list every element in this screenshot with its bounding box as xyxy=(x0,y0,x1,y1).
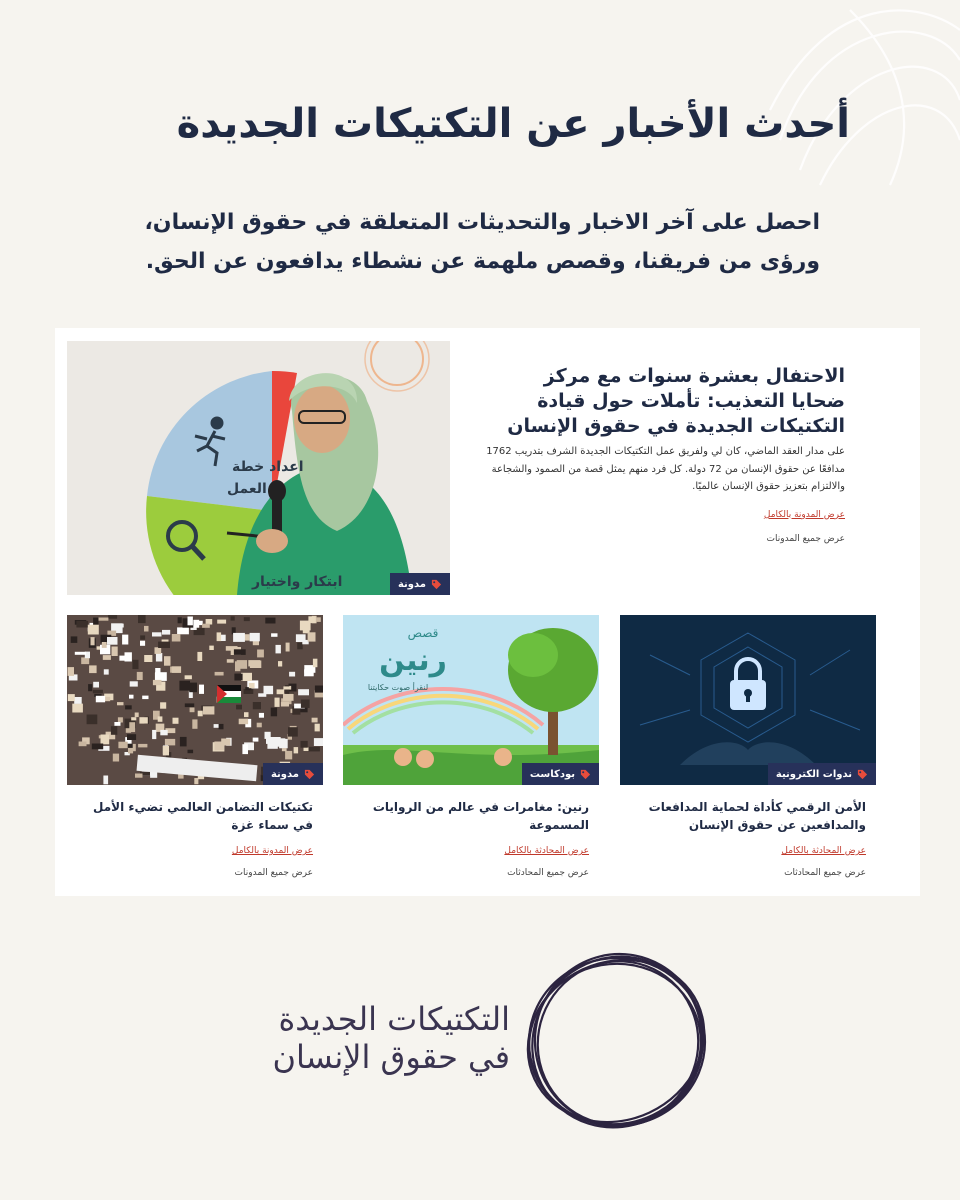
tag-icon xyxy=(857,769,868,780)
crowd-texture-mark xyxy=(144,655,152,662)
card-view-all-link[interactable]: عرض جميع المدونات xyxy=(234,868,313,878)
crowd-texture-mark xyxy=(244,617,250,621)
crowd-texture-mark xyxy=(294,747,299,753)
tag-icon xyxy=(580,769,591,780)
crowd-texture-mark xyxy=(234,649,246,655)
crowd-texture-mark xyxy=(79,742,87,747)
crowd-texture-mark xyxy=(138,615,146,623)
crowd-texture-mark xyxy=(185,675,192,679)
crowd-texture-mark xyxy=(227,659,234,663)
crowd-texture-mark xyxy=(93,690,103,694)
crowd-texture-mark xyxy=(162,630,170,635)
crowd-texture-mark xyxy=(113,754,119,762)
crowd-texture-mark xyxy=(104,669,109,674)
news-card xyxy=(343,615,599,878)
crowd-texture-mark xyxy=(164,656,171,666)
crowd-texture-mark xyxy=(203,706,215,714)
crowd-texture-mark xyxy=(130,681,138,686)
crowd-texture-mark xyxy=(219,724,224,729)
crowd-texture-mark xyxy=(275,698,280,707)
crowd-texture-mark xyxy=(138,744,147,748)
image-step2-label: ابتكار واختيار xyxy=(252,574,343,590)
crowd-texture-mark xyxy=(137,672,143,680)
crowd-texture-mark xyxy=(257,723,262,728)
crowd-texture-mark xyxy=(189,683,197,693)
crowd-texture-mark xyxy=(253,738,259,742)
crowd-texture-mark xyxy=(194,778,198,784)
card-view-all-link[interactable]: عرض جميع المحادثات xyxy=(784,868,866,878)
crowd-texture-mark xyxy=(257,650,264,658)
featured-read-more-link[interactable]: عرض المدونة بالكامل xyxy=(763,509,845,520)
crowd-texture-mark xyxy=(71,636,78,643)
crowd-texture-mark xyxy=(117,702,124,705)
crowd-texture-mark xyxy=(75,652,86,655)
card-title[interactable]: الأمن الرقمي كأداة لحماية المدافعات والمدافعين عن حقوق الإنسان xyxy=(648,800,866,832)
crowd-texture-mark xyxy=(89,665,97,673)
featured-view-all-link[interactable]: عرض جميع المدونات xyxy=(766,533,845,544)
crowd-texture-mark xyxy=(282,748,287,751)
card-tag-label: بودكاست xyxy=(529,768,575,780)
crowd-texture-mark xyxy=(91,637,95,645)
card-tag[interactable] xyxy=(263,763,323,785)
crowd-texture-mark xyxy=(144,626,149,632)
crowd-texture-mark xyxy=(160,702,166,708)
crowd-texture-mark xyxy=(185,703,194,707)
crowd-texture-mark xyxy=(277,689,285,694)
crowd-texture-mark xyxy=(190,708,195,713)
crowd-texture-mark xyxy=(312,718,318,723)
crowd-texture-mark xyxy=(158,716,163,721)
page-title: أحدث الأخبار عن التكتيكات الجديدة xyxy=(176,101,850,147)
card-tag[interactable] xyxy=(522,763,599,785)
tag-icon xyxy=(431,579,442,590)
crowd-texture-mark xyxy=(155,647,162,654)
crowd-texture-mark xyxy=(142,696,148,700)
crowd-texture-mark xyxy=(88,684,92,691)
crowd-texture-mark xyxy=(112,647,118,657)
crowd-texture-mark xyxy=(315,686,323,693)
crowd-texture-mark xyxy=(177,627,189,634)
logo-line-2: في حقوق الإنسان xyxy=(272,1038,510,1077)
featured-tag-label: مدونة xyxy=(397,578,426,590)
crowd-texture-mark xyxy=(129,695,134,699)
crowd-texture-mark xyxy=(68,667,75,676)
crowd-texture-mark xyxy=(155,672,167,681)
crowd-texture-mark xyxy=(315,724,320,732)
crowd-texture-mark xyxy=(297,643,303,650)
crowd-texture-mark xyxy=(202,624,210,628)
crowd-texture-mark xyxy=(276,645,281,654)
card-image[interactable] xyxy=(67,615,323,785)
crowd-texture-mark xyxy=(102,739,109,742)
crowd-texture-mark xyxy=(278,661,282,666)
crowd-texture-mark xyxy=(88,625,99,635)
crowd-texture-mark xyxy=(266,736,270,744)
brand-logo-ring-icon xyxy=(520,950,715,1135)
featured-title[interactable]: الاحتفال بعشرة سنوات مع مركز ضحايا التعذيب: تأملات حول قيادة التكتيكات الجديدة في حقوق الإنسان xyxy=(507,365,845,438)
logo-line-1: التكتيكات الجديدة xyxy=(278,1000,510,1038)
crowd-texture-mark xyxy=(128,748,133,754)
crowd-texture-mark xyxy=(304,669,314,676)
crowd-texture-mark xyxy=(317,617,321,622)
crowd-texture-mark xyxy=(289,672,295,677)
crowd-texture-mark xyxy=(178,617,182,623)
crowd-texture-mark xyxy=(286,643,290,652)
crowd-texture-mark xyxy=(188,617,193,626)
crowd-texture-mark xyxy=(152,632,162,636)
crowd-texture-mark xyxy=(259,713,264,718)
crowd-texture-mark xyxy=(244,712,249,717)
crowd-texture-mark xyxy=(199,685,204,694)
crowd-texture-mark xyxy=(98,618,108,621)
crowd-texture-mark xyxy=(125,705,132,709)
featured-image[interactable] xyxy=(67,341,450,595)
crowd-texture-mark xyxy=(113,624,124,628)
crowd-texture-mark xyxy=(160,730,167,735)
crowd-texture-mark xyxy=(271,708,277,717)
crowd-texture-mark xyxy=(132,660,138,669)
crowd-texture-mark xyxy=(314,738,323,746)
crowd-texture-mark xyxy=(298,689,309,695)
crowd-texture-mark xyxy=(179,681,190,691)
crowd-texture-mark xyxy=(308,632,316,641)
crowd-texture-mark xyxy=(163,746,169,755)
crowd-texture-mark xyxy=(108,615,117,619)
crowd-texture-mark xyxy=(285,751,292,760)
crowd-texture-mark xyxy=(76,621,88,628)
card-view-all-link[interactable]: عرض جميع المحادثات xyxy=(507,868,589,878)
card-image[interactable] xyxy=(620,615,876,785)
crowd-texture-mark xyxy=(231,616,235,620)
crowd-texture-mark xyxy=(217,632,222,641)
brand-logo-text xyxy=(235,1000,510,1077)
crowd-texture-mark xyxy=(118,717,123,722)
crowd-texture-mark xyxy=(135,713,139,718)
crowd-texture-mark xyxy=(265,618,275,624)
featured-description: على مدار العقد الماضي، كان لي ولفريق عمل التكتيكات الجديدة الشرف بتدريب 1762 مدافعًا عن حقوق الإنسان من 72 دولة. كل فرد منهم يمثل قصة من الصمود والشجاعة والالتزام بتعزيز حقوق الإنسان عالميًا. xyxy=(486,446,845,493)
crowd-texture-mark xyxy=(209,646,214,650)
crowd-texture-mark xyxy=(188,750,194,754)
crowd-texture-mark xyxy=(283,686,290,689)
decorative-swirl xyxy=(760,0,960,190)
featured-tag[interactable] xyxy=(390,573,450,595)
crowd-texture-mark xyxy=(156,653,162,662)
image-step1b-label: العمل xyxy=(227,481,267,497)
news-card xyxy=(620,615,876,878)
card-read-more-link[interactable]: عرض المدونة بالكامل xyxy=(231,846,313,856)
card-read-more-link[interactable]: عرض المحادثة بالكامل xyxy=(781,846,866,856)
crowd-texture-mark xyxy=(221,739,230,746)
crowd-texture-mark xyxy=(206,619,213,625)
card-title[interactable]: تكتيكات التضامن العالمي تضيء الأمل في سماء غزة xyxy=(93,800,313,832)
crowd-texture-mark xyxy=(234,674,242,681)
crowd-texture-mark xyxy=(241,673,252,681)
crowd-texture-mark xyxy=(102,642,107,648)
crowd-texture-mark xyxy=(249,683,255,688)
news-panel xyxy=(55,328,920,896)
crowd-texture-mark xyxy=(173,718,179,724)
crowd-texture-mark xyxy=(172,634,181,642)
crowd-texture-mark xyxy=(253,702,261,709)
crowd-texture-mark xyxy=(93,682,99,688)
crowd-texture-mark xyxy=(236,705,242,710)
news-card xyxy=(67,615,323,878)
crowd-texture-mark xyxy=(258,693,266,697)
crowd-texture-mark xyxy=(114,722,120,726)
crowd-texture-mark xyxy=(288,727,298,736)
crowd-texture-mark xyxy=(281,702,289,706)
crowd-texture-mark xyxy=(103,655,111,660)
crowd-texture-mark xyxy=(237,660,247,669)
crowd-texture-mark xyxy=(313,659,318,668)
crowd-texture-mark xyxy=(215,672,224,676)
podcast-tagline-label: لنقرأ صوت حكايتنا xyxy=(367,683,429,692)
crowd-texture-mark xyxy=(264,686,274,694)
crowd-texture-mark xyxy=(271,633,277,637)
crowd-texture-mark xyxy=(135,774,143,778)
card-read-more-link[interactable]: عرض المحادثة بالكامل xyxy=(504,846,589,856)
crowd-texture-mark xyxy=(74,697,82,704)
featured-text xyxy=(485,364,845,544)
card-title[interactable]: رنين: مغامرات في عالم من الروايات المسموعة xyxy=(372,800,589,832)
crowd-texture-mark xyxy=(140,641,145,646)
crowd-texture-mark xyxy=(180,737,187,747)
crowd-texture-mark xyxy=(122,635,128,645)
crowd-texture-mark xyxy=(119,656,126,661)
crowd-texture-mark xyxy=(107,637,118,645)
crowd-texture-mark xyxy=(239,719,248,725)
tag-icon xyxy=(304,769,315,780)
crowd-texture-mark xyxy=(111,726,117,735)
crowd-texture-mark xyxy=(309,747,320,752)
crowd-texture-mark xyxy=(153,680,162,685)
page-subtitle: احصل على آخر الاخبار والتحديثات المتعلقة في حقوق الإنسان، ورؤى من فريقنا، وقصص ملهمة عن نشطاء يدافعون عن الحق. xyxy=(144,210,820,274)
crowd-texture-mark xyxy=(68,694,75,701)
crowd-texture-mark xyxy=(301,700,310,708)
podcast-logo-label: رنين xyxy=(379,643,447,678)
crowd-texture-mark xyxy=(308,616,315,623)
crowd-texture-mark xyxy=(242,744,248,754)
crowd-texture-mark xyxy=(81,657,89,664)
crowd-texture-mark xyxy=(283,694,294,701)
crowd-texture-mark xyxy=(250,633,260,641)
podcast-small-label: قصص xyxy=(407,626,439,640)
image-step1-label: اعداد خطة xyxy=(232,459,304,475)
crowd-texture-mark xyxy=(140,635,145,639)
crowd-texture-mark xyxy=(172,666,181,673)
crowd-texture-mark xyxy=(217,620,226,624)
crowd-texture-mark xyxy=(87,715,98,725)
crowd-texture-mark xyxy=(152,730,156,739)
crowd-texture-mark xyxy=(96,696,105,703)
card-image[interactable] xyxy=(343,615,599,785)
crowd-texture-mark xyxy=(233,633,245,642)
crowd-texture-mark xyxy=(129,722,135,732)
crowd-texture-mark xyxy=(139,717,147,723)
crowd-texture-mark xyxy=(269,737,280,747)
crowd-texture-mark xyxy=(72,704,83,713)
card-tag[interactable] xyxy=(768,763,876,785)
crowd-texture-mark xyxy=(197,652,202,661)
crowd-texture-mark xyxy=(103,776,108,785)
crowd-texture-mark xyxy=(127,734,136,740)
card-tag-label: ندوات الكترونية xyxy=(775,768,852,780)
crowd-texture-mark xyxy=(192,719,197,728)
crowd-texture-mark xyxy=(158,642,170,648)
crowd-texture-mark xyxy=(92,744,103,750)
crowd-texture-mark xyxy=(165,739,175,746)
crowd-texture-mark xyxy=(131,717,136,720)
crowd-texture-mark xyxy=(198,711,203,717)
crowd-texture-mark xyxy=(301,741,308,748)
crowd-texture-mark xyxy=(118,742,127,749)
crowd-texture-mark xyxy=(248,660,260,666)
card-tag-label: مدونة xyxy=(270,768,299,780)
